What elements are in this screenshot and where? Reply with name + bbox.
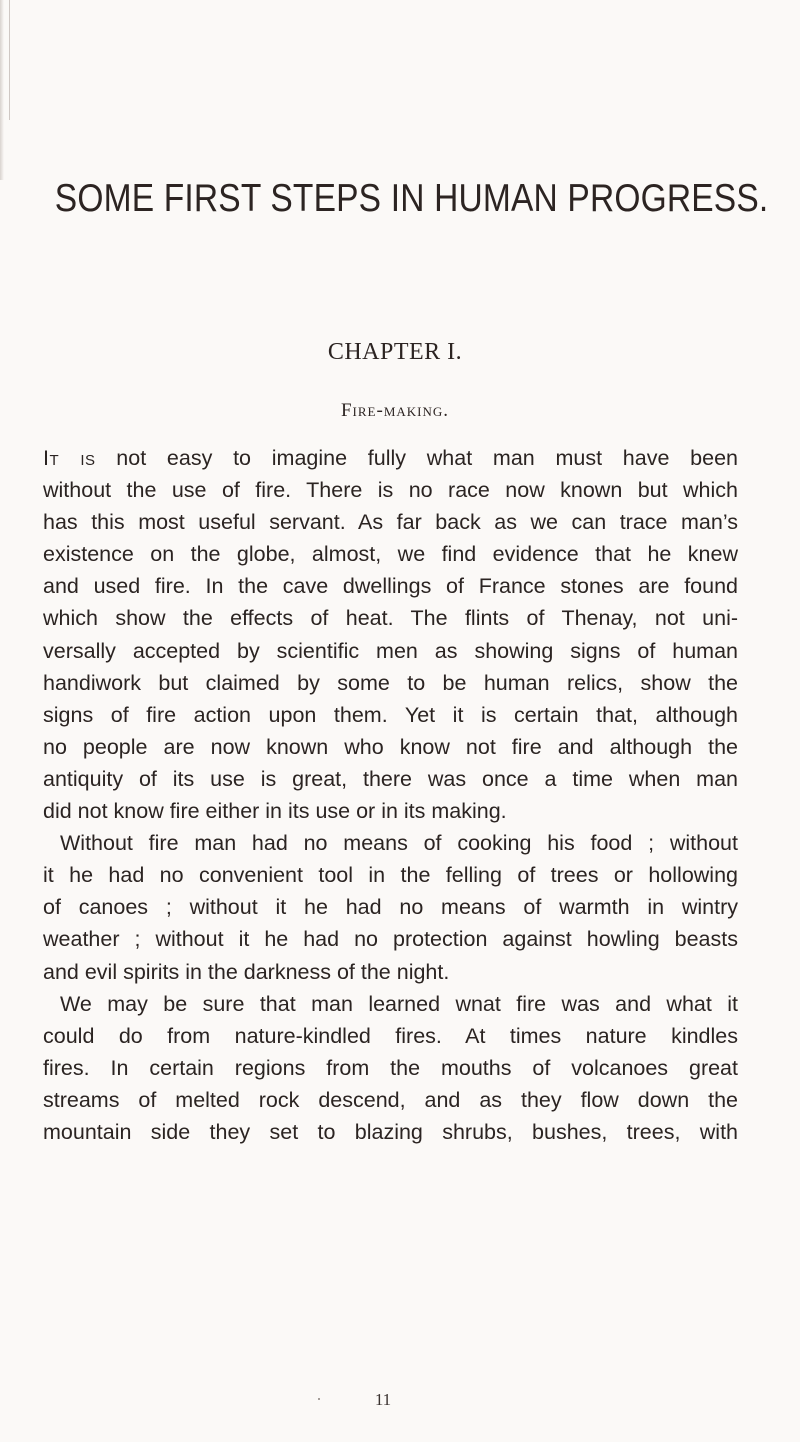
text-line: and evil spirits in the darkness of the night. [43, 959, 450, 984]
text-line: antiquity of its use is great, there was once a time when man [43, 766, 738, 791]
text-line: existence on the globe, almost, we find evidence that he knew [43, 542, 738, 567]
text-line: It is not easy to imagine fully what man must have been [43, 446, 738, 470]
text-line: which show the effects of heat. The flints of Thenay, not uni- [43, 606, 738, 631]
text-line: did not know fire either in its use or in its making. [43, 799, 507, 824]
page-number: 11 [374, 1390, 392, 1409]
text-line: streams of melted rock descend, and as they flow down the [43, 1087, 738, 1112]
text-line: without the use of fire. There is no race now known but which [43, 478, 738, 503]
text-line: fires. In certain regions from the mouths of volcanoes great [43, 1055, 738, 1080]
text-line: and used fire. In the cave dwellings of France stones are found [43, 574, 738, 599]
text-line: could do from nature-kindled fires. At times nature kindles [43, 1023, 738, 1048]
chapter-heading: CHAPTER I. [327, 339, 463, 365]
opening-words: It is [43, 446, 96, 470]
page-edge-shadow [0, 0, 4, 180]
text-line: it he had no convenient tool in the felling of trees or hollowing [43, 863, 738, 888]
book-title: SOME FIRST STEPS IN HUMAN PROGRESS. [54, 177, 769, 220]
text-line: signs of fire action upon them. Yet it is certain that, although [43, 702, 738, 727]
text-line: versally accepted by scientific men as showing signs of human [43, 638, 738, 663]
text-line: We may be sure that man learned wnat fire was and what it [60, 991, 738, 1016]
text-line: of canoes ; without it he had no means of warmth in wintry [43, 895, 738, 920]
text-line: mountain side they set to blazing shrubs, bushes, trees, with [43, 1119, 738, 1144]
text-line: no people are now known who know not fire and although the [43, 734, 738, 759]
body-text [43, 442, 738, 1148]
text-line: has this most useful servant. As far back as we can trace man’s [43, 510, 738, 535]
section-heading: Fire-making. [340, 400, 450, 421]
text-line: handiwork but claimed by some to be human relics, show the [43, 670, 738, 695]
text-line: weather ; without it he had no protection against howling beasts [43, 927, 738, 952]
page-edge-line [9, 0, 10, 120]
text-line: Without fire man had no means of cooking his food ; without [60, 831, 738, 856]
